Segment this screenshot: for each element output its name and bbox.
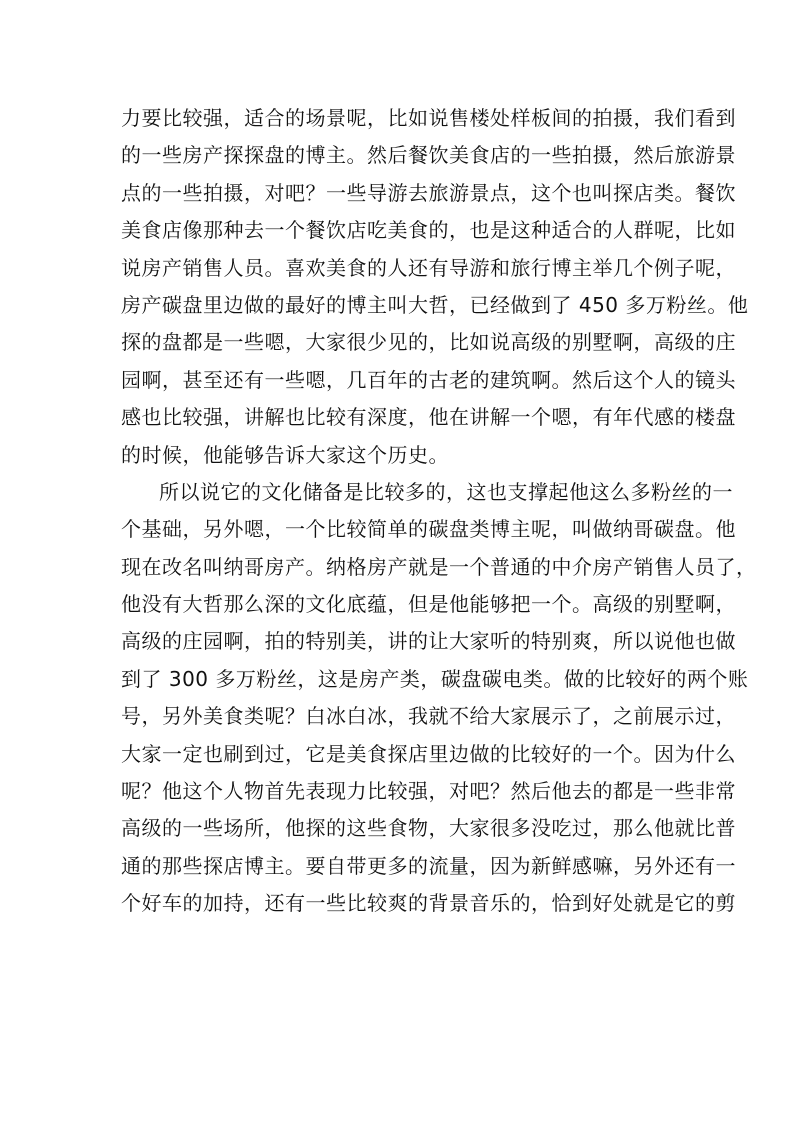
text-line: 的一些房产探探盘的博主。然后餐饮美食店的一些拍摄，然后旅游景 — [121, 143, 736, 168]
text-line: 的时候，他能够告诉大家这个历史。 — [121, 442, 449, 467]
text-line: 通的那些探店博主。要自带更多的流量，因为新鲜感嘛，另外还有一 — [121, 853, 736, 878]
text-line: 个基础，另外嗯，一个比较简单的碳盘类博主呢，叫做纳哥碳盘。他 — [121, 517, 736, 542]
text-line: 园啊，甚至还有一些嗯，几百年的古老的建筑啊。然后这个人的镜头 — [121, 367, 736, 392]
text-line: 探的盘都是一些嗯，大家很少见的，比如说高级的别墅啊，高级的庄 — [121, 330, 736, 355]
text-line: 号，另外美食类呢？白冰白冰，我就不给大家展示了，之前展示过， — [121, 704, 736, 729]
text-line: 美食店像那种去一个餐饮店吃美食的，也是这种适合的人群呢，比如 — [121, 218, 736, 243]
text-line: 说房产销售人员。喜欢美食的人还有导游和旅行博主举几个例子呢， — [121, 255, 736, 280]
text-line: 到了 300 多万粉丝，这是房产类，碳盘碳电类。做的比较好的两个账 — [121, 666, 749, 691]
paragraph-first-line: 所以说它的文化储备是比较多的，这也支撑起他这么多粉丝的一 — [159, 479, 733, 504]
text-line: 感也比较强，讲解也比较有深度，他在讲解一个嗯，有年代感的楼盘 — [121, 405, 736, 430]
text-line: 大家一定也刷到过，它是美食探店里边做的比较好的一个。因为什么 — [121, 741, 736, 766]
text-line: 力要比较强，适合的场景呢，比如说售楼处样板间的拍摄，我们看到 — [121, 106, 736, 130]
text-line: 他没有大哲那么深的文化底蕴，但是他能够把一个。高级的别墅啊， — [121, 592, 736, 617]
text-line: 呢？他这个人物首先表现力比较强，对吧？然后他去的都是一些非常 — [121, 779, 736, 804]
text-line: 个好车的加持，还有一些比较爽的背景音乐的，恰到好处就是它的剪 — [121, 891, 736, 916]
body-text — [121, 100, 757, 923]
text-line: 高级的一些场所，他探的这些食物，大家很多没吃过，那么他就比普 — [121, 816, 736, 841]
text-line: 房产碳盘里边做的最好的博主叫大哲，已经做到了 450 多万粉丝。他 — [121, 292, 749, 317]
text-line: 高级的庄园啊，拍的特别美，讲的让大家听的特别爽，所以说他也做 — [121, 629, 736, 654]
text-line: 点的一些拍摄，对吧？一些导游去旅游景点，这个也叫探店类。餐饮 — [121, 180, 736, 205]
text-line: 现在改名叫纳哥房产。纳格房产就是一个普通的中介房产销售人员了， — [121, 554, 757, 579]
